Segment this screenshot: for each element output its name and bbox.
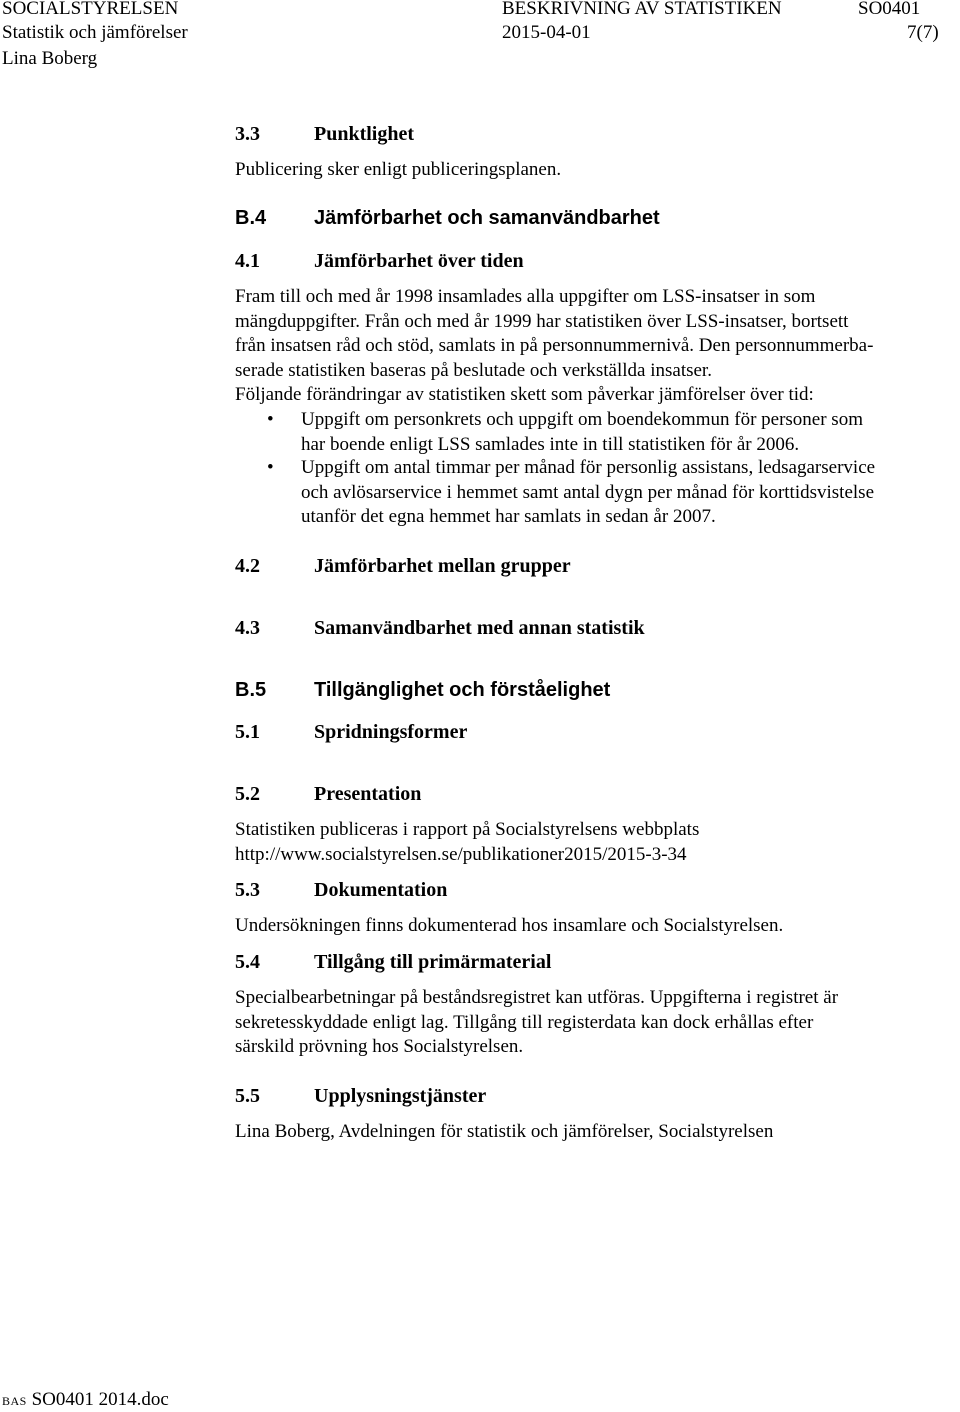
paragraph-5-2: Statistiken publiceras i rapport på Socialstyrelsens webbplats http://www.socialstyrelsen.se/publikationer2015/2015-3-34 xyxy=(235,818,699,867)
header-doc-type: BESKRIVNING AV STATISTIKEN xyxy=(502,0,782,19)
heading-title: Jämförbarhet mellan grupper xyxy=(314,555,571,577)
footer-prefix: BAS xyxy=(2,1394,27,1408)
heading-title: Presentation xyxy=(314,783,422,805)
heading-title: Samanvändbarhet med annan statistik xyxy=(314,617,645,639)
heading-title: Jämförbarhet över tiden xyxy=(314,250,524,272)
header-department: Statistik och jämförelser xyxy=(2,22,188,43)
bullet-marker: • xyxy=(267,457,274,478)
heading-number: B.4 xyxy=(235,207,267,229)
header-page-number: 7(7) xyxy=(907,22,939,43)
header-date: 2015-04-01 xyxy=(502,22,591,43)
paragraph-4-1: Fram till och med år 1998 insamlades alla uppgifter om LSS-insatser in som mängduppgifter. Från och med år 1999 har statistiken över LSS-insatser, bortsett från insatsen råd och stöd, samlats in på personnummernivå. Den personnummerba- serade statistiken baseras på beslutade och verkställda insatser. Följande förändringar av statistiken skett som påverkar jämförelser över tid: xyxy=(235,286,874,405)
bullet-item-1: Uppgift om personkrets och uppgift om boendekommun för personer som har boende enligt LSS samlades inte in till statistiken för år 2006. xyxy=(301,409,863,455)
heading-number: 5.4 xyxy=(235,951,260,973)
paragraph-5-3: Undersökningen finns dokumenterad hos insamlare och Socialstyrelsen. xyxy=(235,915,784,936)
paragraph-5-4: Specialbearbetningar på beståndsregistret kan utföras. Uppgifterna i registret är sekretesskyddade enligt lag. Tillgång till registerdata kan dock erhållas efter särskild prövning hos Socialstyrelsen. xyxy=(235,987,839,1057)
heading-title: Jämförbarhet och samanvändbarhet xyxy=(314,207,660,229)
header-org: SOCIALSTYRELSEN xyxy=(2,0,179,19)
heading-title: Upplysningstjänster xyxy=(314,1085,487,1107)
heading-number: 5.2 xyxy=(235,783,260,805)
header-author: Lina Boberg xyxy=(2,48,98,69)
heading-number: 3.3 xyxy=(235,123,260,145)
heading-number: 4.1 xyxy=(235,250,260,272)
heading-title: Tillgång till primärmaterial xyxy=(314,951,552,973)
bullet-marker: • xyxy=(267,409,274,430)
heading-number: B.5 xyxy=(235,679,267,701)
bullet-item-2: Uppgift om antal timmar per månad för personlig assistans, ledsagarservice och avlösarservice i hemmet samt antal dygn per månad för korttidsvistelse utanför det egna hemmet har samlats in sedan år 2007. xyxy=(301,457,876,527)
paragraph-5-5: Lina Boberg, Avdelningen för statistik och jämförelser, Socialstyrelsen xyxy=(235,1121,774,1142)
heading-title: Dokumentation xyxy=(314,879,448,901)
heading-number: 4.3 xyxy=(235,617,260,639)
publication-link[interactable]: http://www.socialstyrelsen.se/publikationer2015/2015-3-34 xyxy=(235,843,687,865)
header-code: SO0401 xyxy=(858,0,921,19)
footer-filename: SO0401 2014.doc xyxy=(31,1389,169,1410)
heading-title: Tillgänglighet och förståelighet xyxy=(314,679,611,701)
heading-title: Punktlighet xyxy=(314,123,415,145)
heading-number: 5.3 xyxy=(235,879,260,901)
paragraph-3-3: Publicering sker enligt publiceringsplanen. xyxy=(235,159,562,180)
heading-number: 5.5 xyxy=(235,1085,260,1107)
heading-title: Spridningsformer xyxy=(314,721,468,743)
footer xyxy=(2,1389,169,1412)
heading-number: 4.2 xyxy=(235,555,260,577)
heading-number: 5.1 xyxy=(235,721,260,743)
